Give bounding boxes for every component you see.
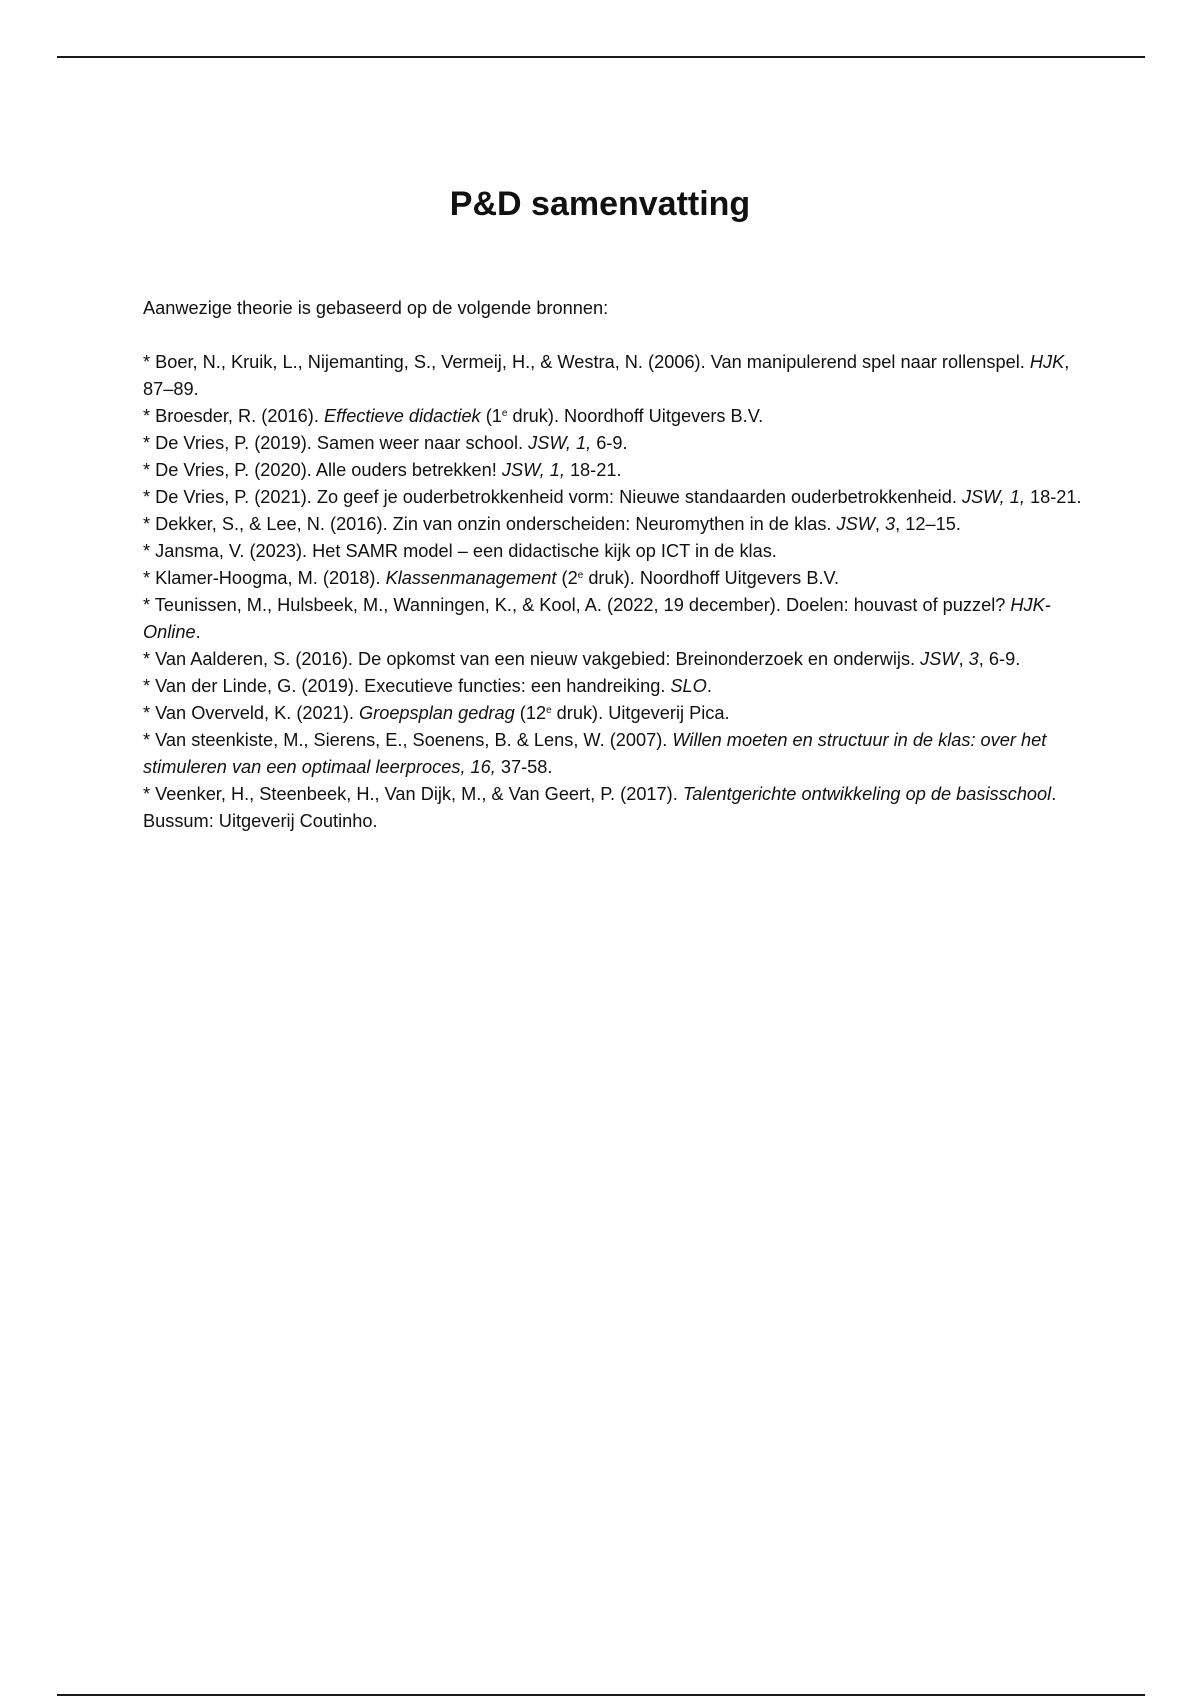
reference-text: druk). Noordhoff Uitgevers B.V. xyxy=(507,406,764,426)
reference-text: , 87–89. xyxy=(143,352,1070,399)
reference-text: e xyxy=(546,705,552,716)
reference-item xyxy=(143,511,1083,538)
reference-text: JSW xyxy=(836,514,875,534)
reference-text: JSW, 1, xyxy=(501,460,565,480)
reference-item xyxy=(143,700,1083,727)
reference-text: (12 xyxy=(514,703,547,723)
reference-text: (1 xyxy=(480,406,502,426)
document-body xyxy=(143,295,1083,835)
reference-item xyxy=(143,781,1083,835)
reference-text: Effectieve didactiek xyxy=(323,406,481,426)
reference-item xyxy=(143,430,1083,457)
intro-text: Aanwezige theorie is gebaseerd op de volgende bronnen: xyxy=(143,298,609,318)
reference-text: JSW xyxy=(920,649,959,669)
reference-item xyxy=(143,457,1083,484)
reference-text: JSW, 1, xyxy=(528,433,592,453)
reference-item xyxy=(143,565,1083,592)
reference-text: * De Vries, P. (2021). Zo geef je ouderbetrokkenheid vorm: Nieuwe standaarden ouderbetrokkenheid. xyxy=(143,487,962,507)
reference-text: * De Vries, P. (2020). Alle ouders betrekken! xyxy=(143,460,502,480)
reference-item xyxy=(143,484,1083,511)
reference-text: 18-21. xyxy=(564,460,622,480)
reference-text: 37-58. xyxy=(495,757,553,777)
reference-text: * Teunissen, M., Hulsbeek, M., Wanningen, K., & Kool, A. (2022, 19 december). Doelen: houvast of puzzel? xyxy=(143,595,1011,615)
reference-text: * Dekker, S., & Lee, N. (2016). Zin van onzin onderscheiden: Neuromythen in de klas. xyxy=(143,514,837,534)
reference-text: * Van steenkiste, M., Sierens, E., Soenens, B. & Lens, W. (2007). xyxy=(143,730,673,750)
reference-item xyxy=(143,349,1083,403)
reference-text: * Veenker, H., Steenbeek, H., Van Dijk, M., & Van Geert, P. (2017). xyxy=(143,784,683,804)
reference-text: Klassenmanagement xyxy=(385,568,557,588)
reference-text: * Van Aalderen, S. (2016). De opkomst van een nieuw vakgebied: Breinonderzoek en onderwijs. xyxy=(143,649,921,669)
reference-text: 3 xyxy=(885,514,896,534)
reference-text: , xyxy=(874,514,886,534)
reference-text: e xyxy=(501,408,508,419)
reference-text: * Klamer-Hoogma, M. (2018). xyxy=(143,568,386,588)
reference-text: * Van Overveld, K. (2021). xyxy=(143,703,359,723)
reference-text: * De Vries, P. (2019). Samen weer naar school. xyxy=(143,433,529,453)
reference-text: . xyxy=(195,622,201,642)
reference-text: * Jansma, V. (2023). Het SAMR model – een didactische kijk op ICT in de klas. xyxy=(143,541,777,561)
reference-item xyxy=(143,673,1083,700)
reference-text: . Bussum: Uitgeverij Coutinho. xyxy=(143,784,1057,831)
reference-text: HJK xyxy=(1029,352,1065,372)
reference-text: Talentgerichte ontwikkeling op de basisschool xyxy=(682,784,1052,804)
header-rule xyxy=(57,56,1145,58)
reference-text: Willen moeten en structuur in de klas: over het stimuleren van een optimaal leerproces, 16, xyxy=(143,730,1047,777)
reference-text: * Van der Linde, G. (2019). Executieve functies: een handreiking. xyxy=(143,676,671,696)
reference-text: SLO xyxy=(670,676,707,696)
reference-text: , 12–15. xyxy=(895,514,961,534)
reference-text: 18-21. xyxy=(1024,487,1082,507)
reference-text: , xyxy=(958,649,969,669)
reference-text: 3 xyxy=(968,649,979,669)
reference-text: Groepsplan gedrag xyxy=(359,703,515,723)
reference-text: (2 xyxy=(556,568,578,588)
reference-text: JSW, 1, xyxy=(961,487,1025,507)
reference-item xyxy=(143,538,1083,565)
reference-list xyxy=(143,349,1083,835)
reference-text: e xyxy=(577,570,584,581)
reference-text: 6-9. xyxy=(591,433,628,453)
reference-text: , 6-9. xyxy=(978,649,1021,669)
footer-rule xyxy=(57,1694,1145,1696)
reference-text: druk). Uitgeverij Pica. xyxy=(551,703,730,723)
reference-item xyxy=(143,592,1083,646)
reference-text: . xyxy=(706,676,712,696)
reference-item xyxy=(143,646,1083,673)
reference-text: druk). Noordhoff Uitgevers B.V. xyxy=(583,568,840,588)
reference-text: * Broesder, R. (2016). xyxy=(143,406,324,426)
reference-item xyxy=(143,727,1083,781)
document-title: P&D samenvatting xyxy=(449,185,751,223)
reference-text: HJK-Online xyxy=(143,595,1051,642)
reference-text: * Boer, N., Kruik, L., Nijemanting, S., Vermeij, H., & Westra, N. (2006). Van manipulerend spel naar rollenspel. xyxy=(143,352,1030,372)
reference-item xyxy=(143,403,1083,430)
